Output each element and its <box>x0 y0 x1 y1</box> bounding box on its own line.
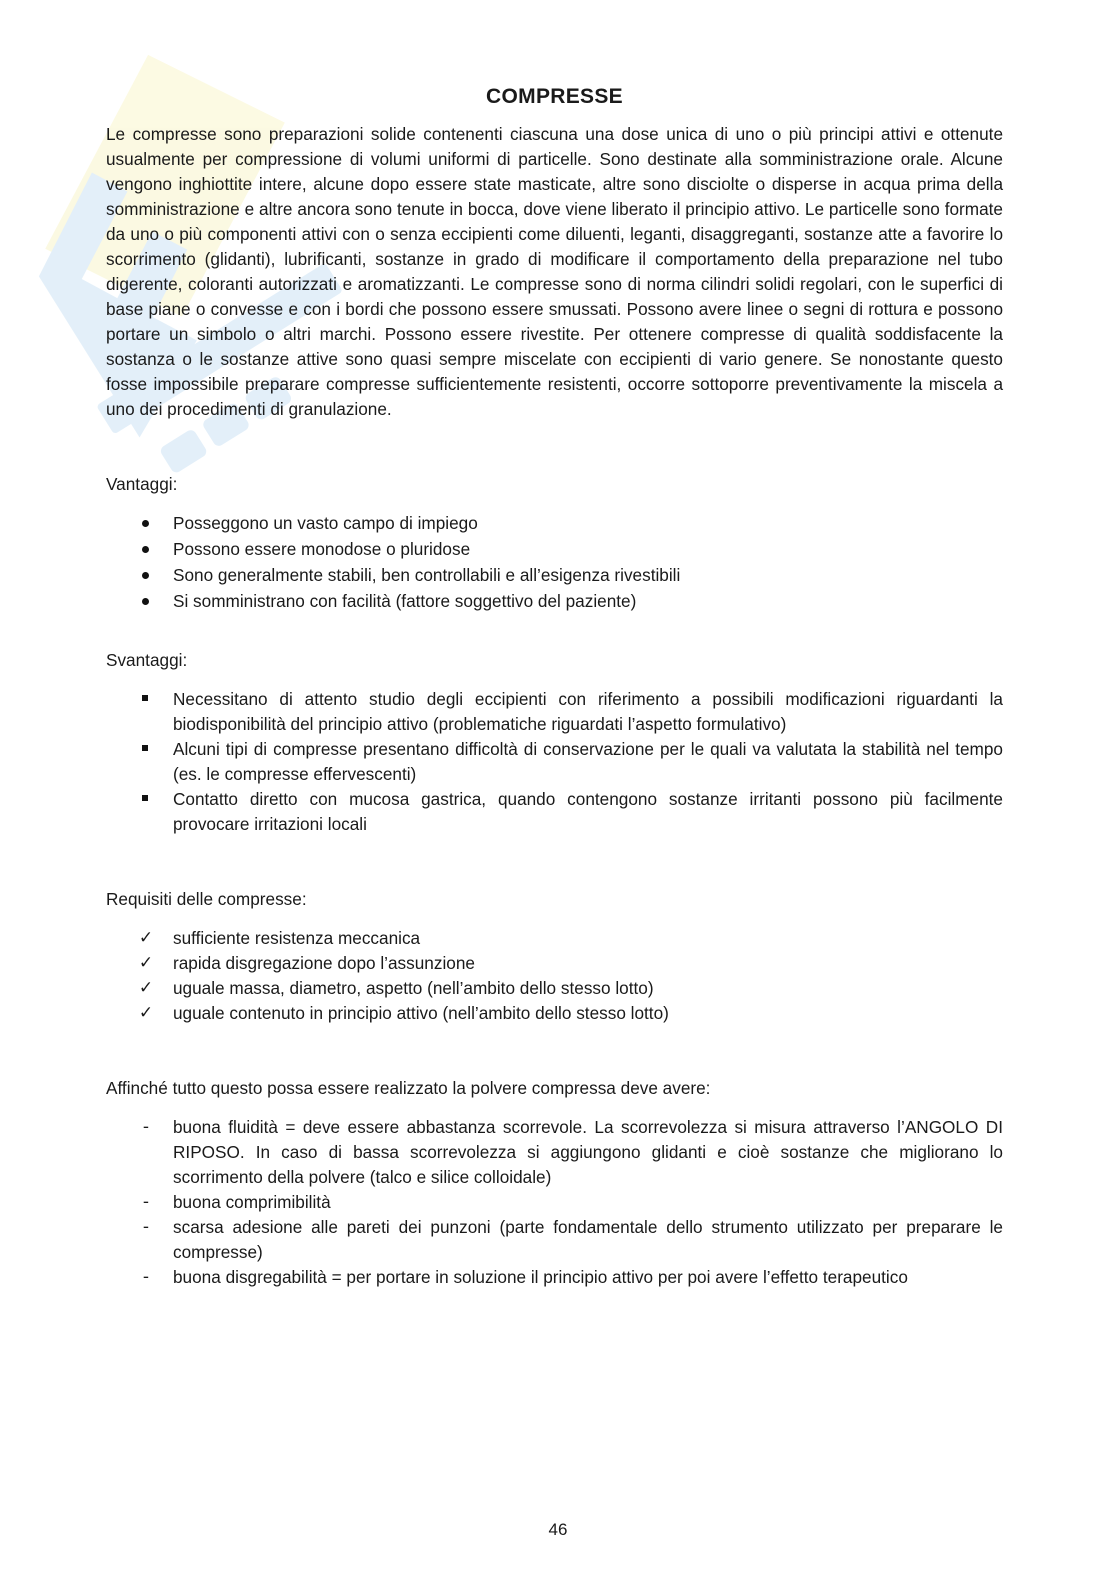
list-item: - buona disgregabilità = per portare in soluzione il principio attivo per poi avere l’effetto terapeutico <box>106 1265 1003 1290</box>
list-item: Alcuni tipi di compresse presentano difficoltà di conservazione per le quali va valutata la stabilità nel tempo (es. le compresse effervescenti) <box>173 739 1003 784</box>
checkmark-icon: ✓ <box>138 928 154 948</box>
list-item: - scarsa adesione alle pareti dei punzoni (parte fondamentale dello strumento utilizzato per preparare le compresse) <box>106 1215 1003 1265</box>
dash-bullet-icon: - <box>142 1217 150 1237</box>
list-item: Posseggono un vasto campo di impiego <box>173 513 478 533</box>
list-item: ✓ uguale contenuto in principio attivo (nell’ambito dello stesso lotto) <box>106 1001 1003 1026</box>
vantaggi-list <box>106 511 1003 614</box>
requisiti-list <box>106 926 1003 1026</box>
vantaggi-heading: Vantaggi: <box>106 474 178 494</box>
list-item: - buona fluidità = deve essere abbastanza scorrevole. La scorrevolezza si misura attraverso l’ANGOLO DI RIPOSO. In caso di bassa scorrevolezza si aggiungono glidanti e cioè sostanze che migliorano lo scorrimento della polvere (talco e silice colloidale) <box>106 1115 1003 1190</box>
list-item: Necessitano di attento studio degli eccipienti con riferimento a possibili modificazioni riguardanti la biodisponibilità del principio attivo (problematiche riguardati l’aspetto formulativo) <box>173 689 1003 734</box>
dash-bullet-icon: - <box>142 1192 150 1212</box>
svantaggi-heading: Svantaggi: <box>106 650 188 670</box>
list-item: - buona comprimibilità <box>106 1190 1003 1215</box>
checkmark-icon: ✓ <box>138 978 154 998</box>
list-item: Possono essere monodose o pluridose <box>173 539 471 559</box>
polvere-list <box>106 1115 1003 1290</box>
page-number: 46 <box>548 1520 568 1539</box>
list-item: Si somministrano con facilità (fattore soggettivo del paziente) <box>173 591 637 611</box>
intro-paragraph: Le compresse sono preparazioni solide contenenti ciascuna una dose unica di uno o più principi attivi e ottenute usualmente per compressione di volumi uniformi di particelle. Sono destinate alla somministrazione orale. Alcune vengono inghiottite intere, alcune dopo essere state masticate, altre sono disciolte o disperse in acqua prima della somministrazione e altre ancora sono tenute in bocca, dove viene liberato il principio attivo. Le particelle sono formate da uno o più componenti attivi con o senza eccipienti come diluenti, leganti, disaggreganti, sostanze atte a favorire lo scorrimento (glidanti), lubrificanti, sostanze in grado di modificare il comportamento della preparazione nel tubo digerente, coloranti autorizzati e aromatizzanti. Le compresse sono di norma cilindri solidi regolari, con le superfici di base piane o convesse e con i bordi che possono essere smussati. Possono avere linee o segni di rottura e possono portare un simbolo o altri marchi. Possono essere rivestite. Per ottenere compresse di qualità soddisfacente la sostanza o le sostanze attive sono quasi sempre miscelate con eccipienti di vario genere. Se nonostante questo fosse impossibile preparare compresse sufficientemente resistenti, occorre sottoporre preventivamente la miscela a uno dei procedimenti di granulazione. <box>106 124 1003 419</box>
checkmark-icon: ✓ <box>138 953 154 973</box>
svantaggi-list <box>106 687 1003 837</box>
list-item: Contatto diretto con mucosa gastrica, quando contengono sostanze irritanti possono più facilmente provocare irritazioni locali <box>173 789 1003 834</box>
polvere-heading: Affinché tutto questo possa essere realizzato la polvere compressa deve avere: <box>106 1078 711 1098</box>
dash-bullet-icon: - <box>142 1267 150 1287</box>
document-page <box>106 78 1003 1290</box>
checkmark-icon: ✓ <box>138 1003 154 1023</box>
dash-bullet-icon: - <box>142 1117 150 1137</box>
list-item: ✓ sufficiente resistenza meccanica <box>106 926 1003 951</box>
requisiti-heading: Requisiti delle compresse: <box>106 889 307 909</box>
list-item: Sono generalmente stabili, ben controllabili e all’esigenza rivestibili <box>173 565 681 585</box>
page-title: COMPRESSE <box>486 85 623 108</box>
list-item: ✓ rapida disgregazione dopo l’assunzione <box>106 951 1003 976</box>
list-item: ✓ uguale massa, diametro, aspetto (nell’ambito dello stesso lotto) <box>106 976 1003 1001</box>
